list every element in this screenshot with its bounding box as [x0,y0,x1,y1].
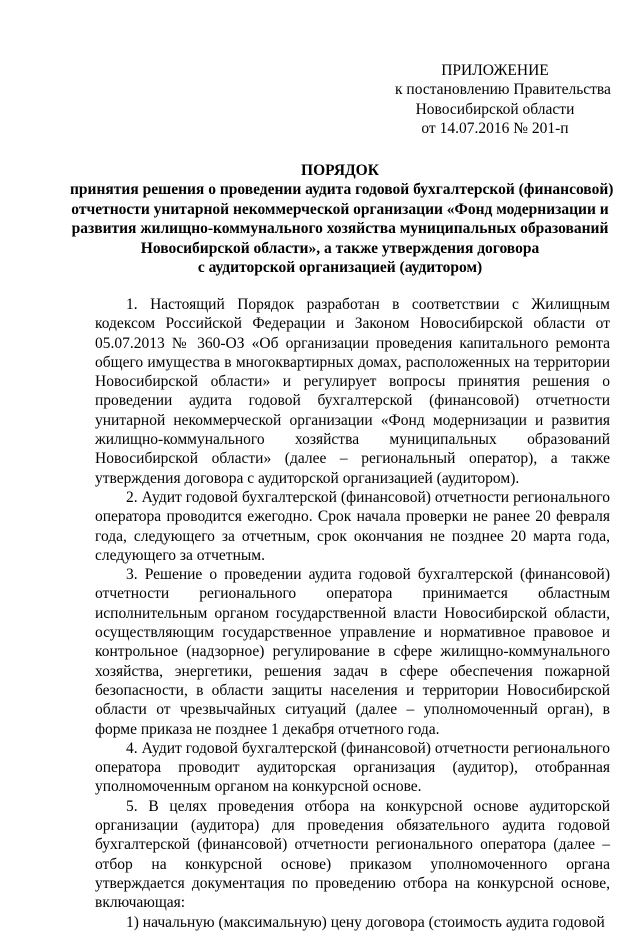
paragraph-3: 3. Решение о проведении аудита годовой бухгалтерской (финансовой) отчетности регионального оператора принимается областным исполнительным органом государственной власти Новосибирской области, осуществляющим государственное управление и нормативное правовое и контрольное (надзорное) регулирование в сфере жилищно-коммунального хозяйства, энергетики, решения задач в сфере обеспечения пожарной безопасности, в области защиты населения и территории Новосибирской области от чрезвычайных ситуаций (далее – уполномоченный орган), в форме приказа не позднее 1 декабря отчетного года. [95,566,610,738]
paragraph-5-item-1: 1) начальную (максимальную) цену договора (стоимость аудита годовой [126,913,605,931]
title-line-2: отчетности унитарной некоммерческой организации «Фонд модернизации и [71,200,609,218]
paragraph-4: 4. Аудит годовой бухгалтерской (финансовой) отчетности регионального оператора проводит аудиторская организация (аудитор), отобранная уполномоченным органом на конкурсной основе. [95,739,610,796]
paragraph-2: 2. Аудит годовой бухгалтерской (финансовой) отчетности регионального оператора проводится ежегодно. Срок начала проверки не ранее 20 февраля года, следующего за отчетным, срок окончания не позднее 20 марта года, следующего за отчетным. [95,488,610,564]
appendix-header [395,61,611,139]
title-line-4: Новосибирской области», а также утверждения договора [140,239,540,257]
document-title [70,161,614,277]
document-body [95,295,610,932]
title-line-3: развития жилищно-коммунального хозяйства муниципальных образований [71,220,609,238]
title-line-1: принятия решения о проведении аудита годовой бухгалтерской (финансовой) [70,181,614,199]
title-line-5: с аудиторской организацией (аудитором) [197,259,483,277]
appendix-title: ПРИЛОЖЕНИЕ [441,62,549,79]
title-heading: ПОРЯДОК [301,162,379,179]
appendix-date-number: от 14.07.2016 № 201-п [421,120,569,138]
paragraph-1: 1. Настоящий Порядок разработан в соответствии с Жилищным кодексом Российской Федерации и Законом Новосибирской области от 05.07.2013 № 360-ОЗ «Об организации проведения капитального ремонта общего имущества в многоквартирных домах, расположенных на территории Новосибирской области» и регулирует вопросы принятия решения о проведении аудита годовой бухгалтерской (финансовой) отчетности унитарной некоммерческой организации «Фонд модернизации и развития жилищно-коммунального хозяйства муниципальных образований Новосибирской области» (далее – региональный оператор), а также утверждения договора с аудиторской организацией (аудитором). [95,296,610,487]
paragraph-5: 5. В целях проведения отбора на конкурсной основе аудиторской организации (аудитора) для проведения обязательного аудита годовой бухгалтерской (финансовой) отчетности регионального оператора (далее – отбор на конкурсной основе) приказом уполномоченного органа утверждается документация по проведению отбора на конкурсной основе, включающая: [95,797,610,912]
appendix-resolution: к постановлению Правительства [395,81,611,99]
appendix-region: Новосибирской области [415,100,575,118]
